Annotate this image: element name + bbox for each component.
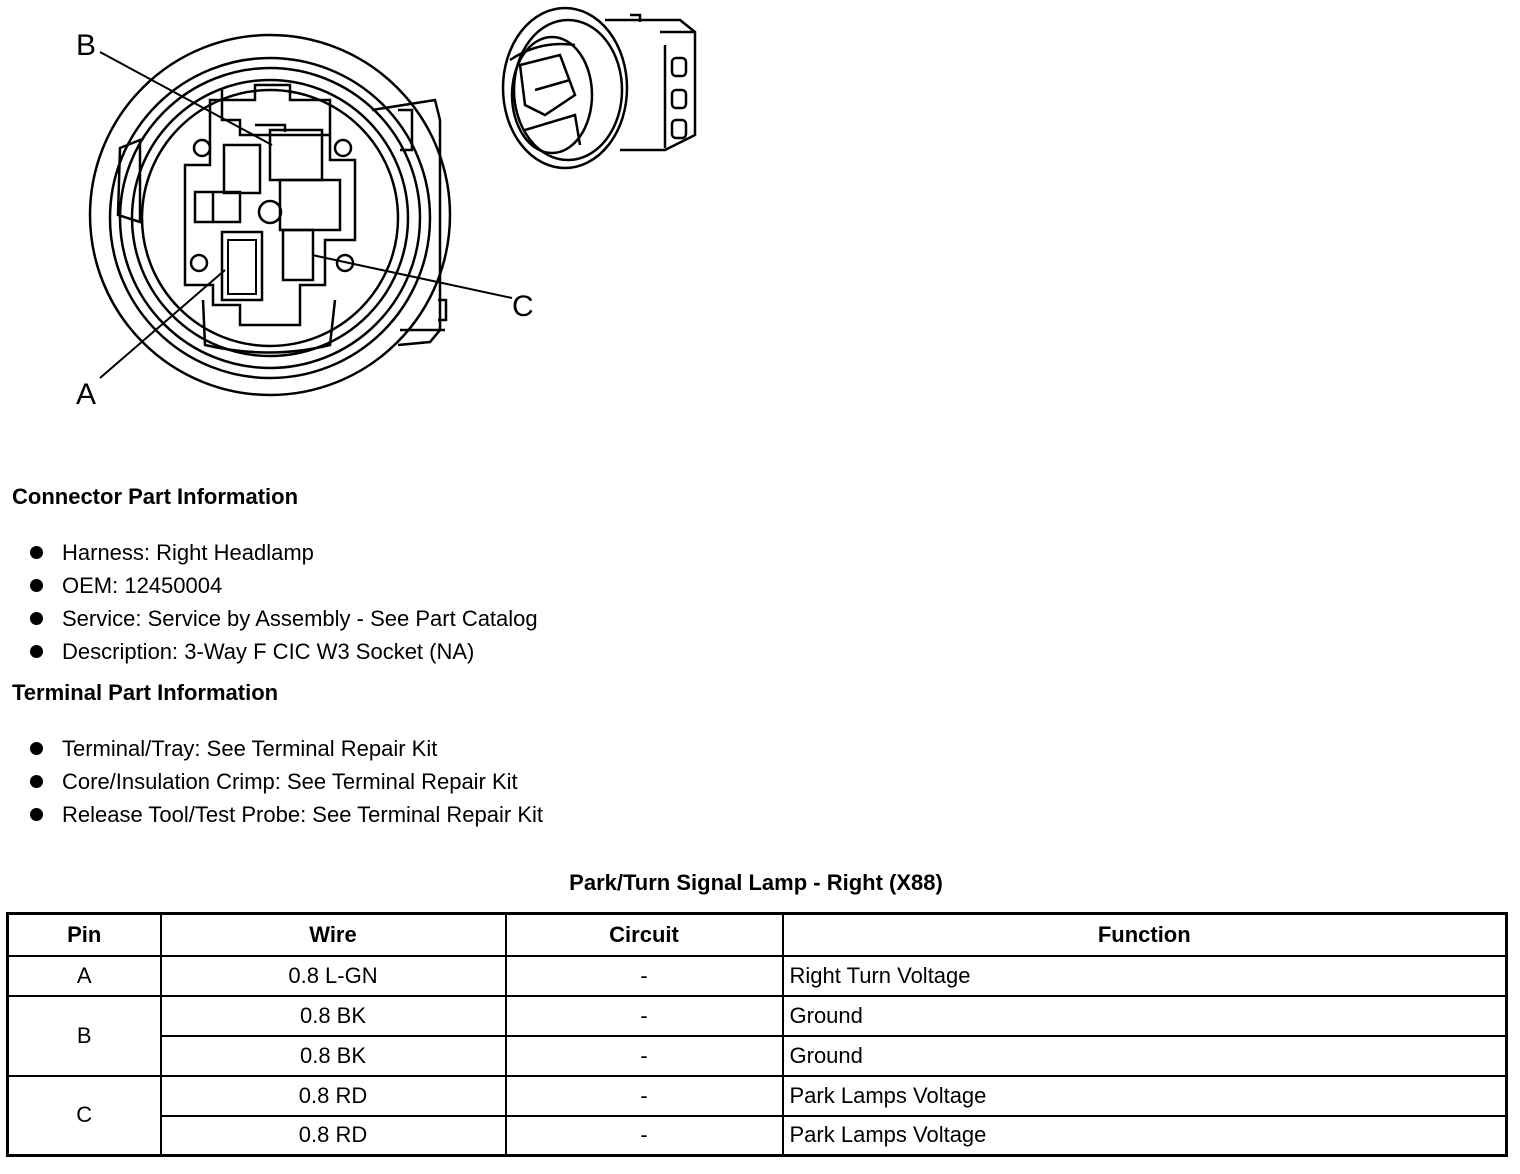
table-row (8, 1036, 1507, 1076)
list-item: Core/Insulation Crimp: See Terminal Repair Kit (30, 765, 543, 798)
pinout-table (6, 912, 1508, 1157)
callout-b: B (76, 29, 97, 62)
pin-cell: A (8, 956, 161, 996)
connector-diagram (0, 0, 760, 440)
wire-cell: 0.8 BK (161, 996, 506, 1036)
list-item: Release Tool/Test Probe: See Terminal Repair Kit (30, 798, 543, 831)
circuit-cell: - (506, 1116, 783, 1156)
function-cell: Park Lamps Voltage (783, 1116, 1507, 1156)
function-cell: Park Lamps Voltage (783, 1076, 1507, 1116)
socket-isometric-drawing (503, 8, 695, 168)
function-cell: Right Turn Voltage (783, 956, 1507, 996)
list-item: Service: Service by Assembly - See Part Catalog (30, 602, 538, 635)
header-wire: Wire (161, 914, 506, 956)
table-header-row (8, 914, 1507, 956)
header-pin: Pin (8, 914, 161, 956)
function-cell: Ground (783, 996, 1507, 1036)
function-cell: Ground (783, 1036, 1507, 1076)
pin-cell: B (8, 996, 161, 1076)
table-row (8, 1116, 1507, 1156)
wire-cell: 0.8 RD (161, 1076, 506, 1116)
table-row (8, 956, 1507, 996)
wire-cell: 0.8 BK (161, 1036, 506, 1076)
circuit-cell: - (506, 1076, 783, 1116)
circuit-cell: - (506, 1036, 783, 1076)
header-circuit: Circuit (506, 914, 783, 956)
table-title: Park/Turn Signal Lamp - Right (X88) (569, 870, 943, 895)
list-item: Harness: Right Headlamp (30, 536, 538, 569)
list-item: Terminal/Tray: See Terminal Repair Kit (30, 732, 543, 765)
circuit-cell: - (506, 996, 783, 1036)
callout-c: C (512, 290, 534, 323)
header-function: Function (783, 914, 1507, 956)
wire-cell: 0.8 RD (161, 1116, 506, 1156)
table-row (8, 996, 1507, 1036)
list-item: Description: 3-Way F CIC W3 Socket (NA) (30, 635, 538, 668)
pin-cell: C (8, 1076, 161, 1156)
terminal-info-list (30, 732, 543, 831)
table-row (8, 1076, 1507, 1116)
connector-info-list (30, 536, 538, 668)
wire-cell: 0.8 L-GN (161, 956, 506, 996)
list-item: OEM: 12450004 (30, 569, 538, 602)
callout-b-leader (100, 52, 272, 145)
circuit-cell: - (506, 956, 783, 996)
callout-a: A (76, 378, 97, 411)
connector-info-title: Connector Part Information (12, 484, 299, 509)
terminal-info-title: Terminal Part Information (12, 680, 279, 705)
